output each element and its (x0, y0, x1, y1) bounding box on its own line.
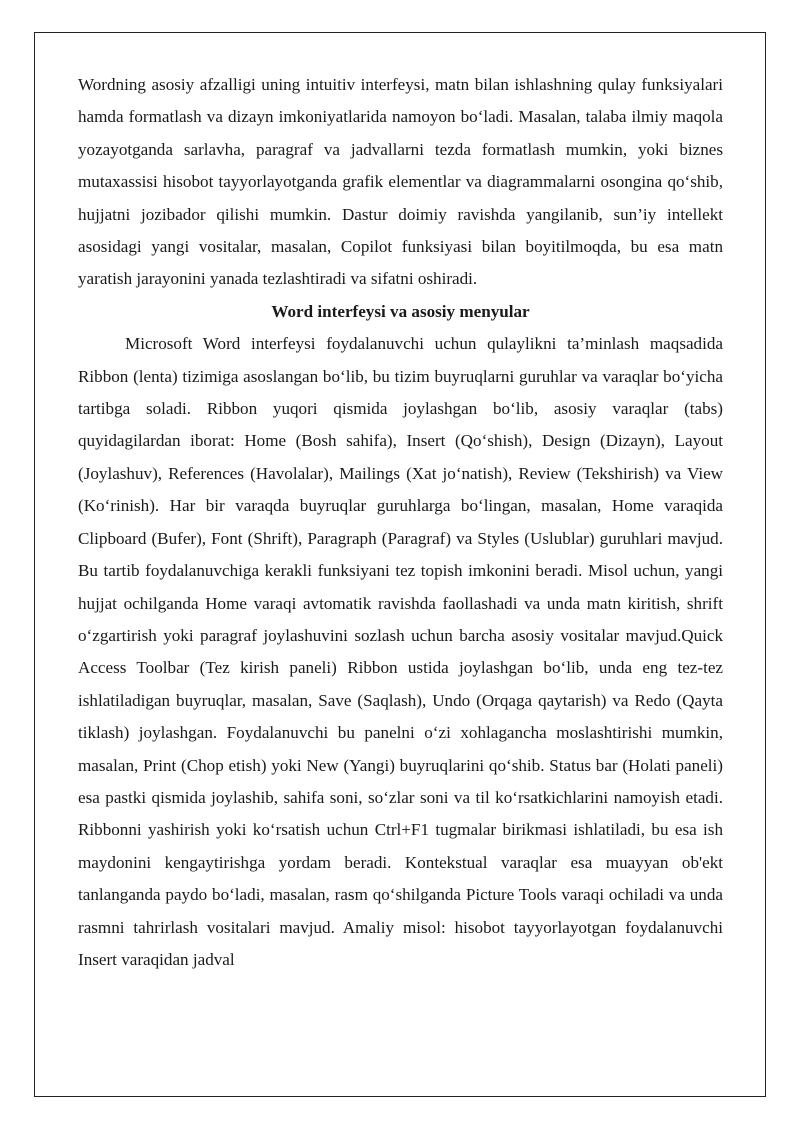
document-body (78, 69, 723, 976)
paragraph-intro: Wordning asosiy afzalligi uning intuitiv interfeysi, matn bilan ishlashning qulay funksiyalari hamda formatlash va dizayn imkoniyatlarida namoyon bo‘ladi. Masalan, talaba ilmiy maqola yozayotganda sarlavha, paragraf va jadvallarni tezda formatlash mumkin, yoki biznes mutaxassisi hisobot tayyorlayotganda grafik elementlar va diagrammalarni osongina qo‘shib, hujjatni jozibador qilishi mumkin. Dastur doimiy ravishda yangilanib, sun’iy intellekt asosidagi yangi vositalar, masalan, Copilot funksiyasi bilan boyitilmoqda, bu esa matn yaratish jarayonini yanada tezlashtiradi va sifatni oshiradi. (78, 75, 723, 289)
paragraph-interface: Microsoft Word interfeysi foydalanuvchi uchun qulaylikni ta’minlash maqsadida Ribbon (lenta) tizimiga asoslangan bo‘lib, bu tizim buyruqlarni guruhlar va varaqlar bo‘yicha tartibga soladi. Ribbon yuqori qismida joylashgan bo‘lib, asosiy varaqlar (tabs) quyidagilardan iborat: Home (Bosh sahifa), Insert (Qo‘shish), Design (Dizayn), Layout (Joylashuv), References (Havolalar), Mailings (Xat jo‘natish), Review (Tekshirish) va View (Ko‘rinish). Har bir varaqda buyruqlar guruhlarga bo‘lingan, masalan, Home varaqida Clipboard (Bufer), Font (Shrift), Paragraph (Paragraf) va Styles (Uslublar) guruhlari mavjud. Bu tartib foydalanuvchiga kerakli funksiyani tez topish imkonini beradi. Misol uchun, yangi hujjat ochilganda Home varaqi avtomatik ravishda faollashadi va unda matn kiritish, shrift o‘zgartirish yoki paragraf joylashuvini sozlash uchun barcha asosiy vositalar mavjud.Quick Access Toolbar (Tez kirish paneli) Ribbon ustida joylashgan bo‘lib, unda eng tez-tez ishlatiladigan buyruqlar, masalan, Save (Saqlash), Undo (Orqaga qaytarish) va Redo (Qayta tiklash) joylashgan. Foydalanuvchi bu panelni o‘zi xohlagancha moslashtirishi mumkin, masalan, Print (Chop etish) yoki New (Yangi) buyruqlarini qo‘shib. Status bar (Holati paneli) esa pastki qismida joylashib, sahifa soni, so‘zlar soni va til ko‘rsatkichlarini namoyish etadi. Ribbonni yashirish yoki ko‘rsatish uchun Ctrl+F1 tugmalar birikmasi ishlatiladi, bu esa ish maydonini kengaytirishga yordam beradi. Kontekstual varaqlar esa muayyan ob'ekt tanlanganda paydo bo‘ladi, masalan, rasm qo‘shilganda Picture Tools varaqi ochiladi va unda rasmni tahrirlash vositalari mavjud. Amaliy misol: hisobot tayyorlayotgan foydalanuvchi Insert varaqidan jadval (78, 334, 723, 969)
section-heading: Word interfeysi va asosiy menyular (271, 301, 530, 321)
